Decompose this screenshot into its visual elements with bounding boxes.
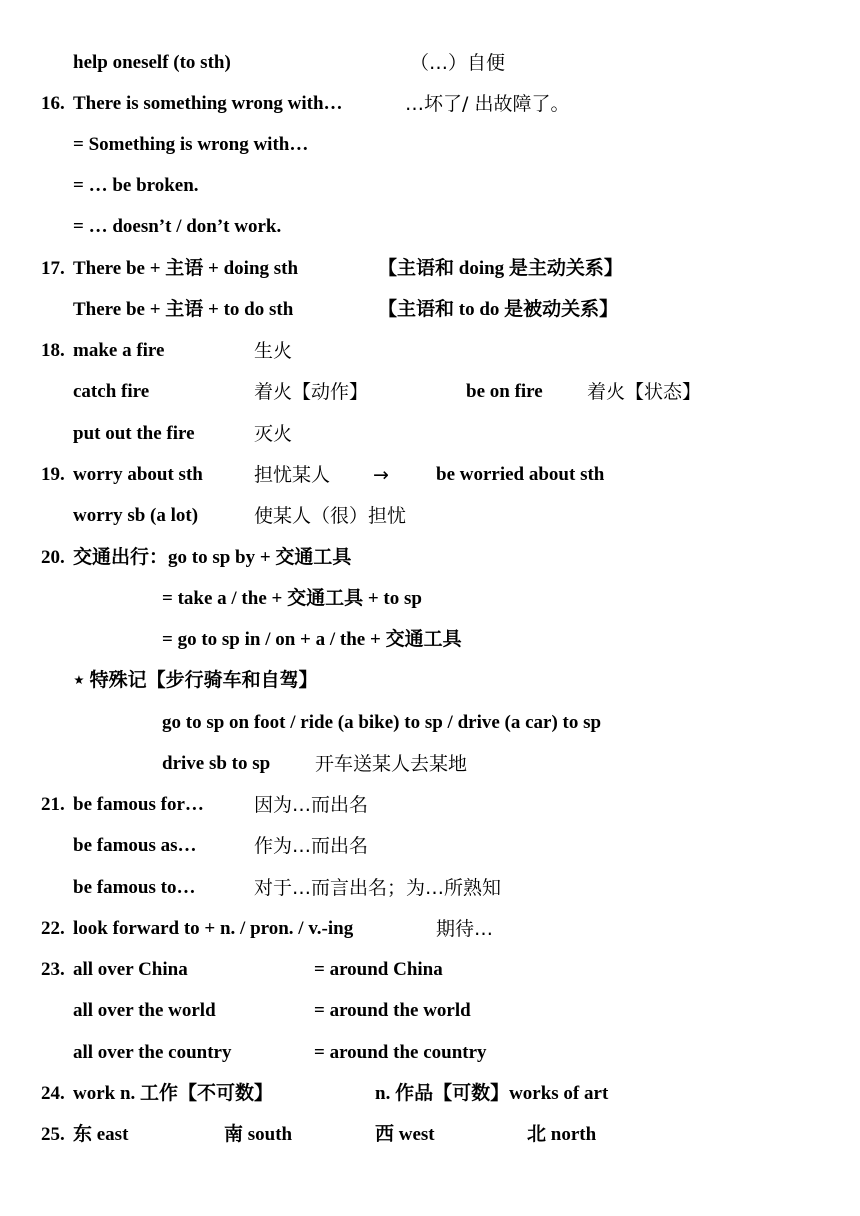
phrase-en: There be + 主语 + doing sth (73, 258, 299, 279)
entry-number: 16. (41, 93, 65, 114)
entry-number: 22. (41, 918, 65, 939)
phrase-en: worry about sth (73, 464, 203, 485)
phrase-en: look forward to + n. / pron. / v.-ing (73, 918, 354, 939)
phrase-en: = take a / the + 交通工具 + to sp (162, 588, 422, 609)
phrase-zh: 作为…而出名 (254, 835, 369, 857)
entry-number: 25. (41, 1124, 65, 1145)
phrase-zh: 使某人（很）担忧 (254, 505, 407, 527)
phrase-en: go to sp on foot / ride (a bike) to sp / drive (a car) to sp (162, 712, 602, 733)
phrase-equiv: = around China (314, 959, 443, 980)
phrase-en: There is something wrong with… (73, 93, 343, 114)
phrase-zh: 对于…而言出名；为…所熟知 (254, 877, 502, 899)
phrase-note: 【主语和 to do 是被动关系】 (378, 299, 619, 320)
phrase-zh: …坏了/ 出故障了。 (405, 93, 570, 115)
phrase-en: = … be broken. (73, 175, 199, 196)
entry-number: 23. (41, 959, 65, 980)
direction-south: 南 south (224, 1124, 293, 1145)
arrow-icon: → (373, 464, 389, 486)
phrase-en: be famous to… (73, 877, 196, 898)
phrase-equiv: = around the country (314, 1042, 487, 1063)
phrase-en: There be + 主语 + to do sth (73, 299, 294, 320)
phrase-en: catch fire (73, 381, 150, 402)
phrase-equiv: = around the world (314, 1000, 471, 1021)
phrase-en: make a fire (73, 340, 165, 361)
phrase-note: 【主语和 doing 是主动关系】 (378, 258, 623, 279)
phrase-en: = Something is wrong with… (73, 134, 309, 155)
phrase-en: help oneself (to sth) (73, 52, 231, 73)
phrase-zh: 着火【动作】 (254, 381, 369, 403)
phrase-zh: 期待… (436, 918, 494, 940)
phrase-en: be famous for… (73, 794, 204, 815)
direction-east: 东 east (73, 1124, 129, 1145)
entry-number: 17. (41, 258, 65, 279)
phrase-zh: 因为…而出名 (254, 794, 369, 816)
special-note: ⋆ 特殊记【步行骑车和自驾】 (73, 670, 318, 691)
phrase-en: 交通出行：go to sp by + 交通工具 (73, 547, 352, 568)
phrase-en: put out the fire (73, 423, 195, 444)
phrase-zh: 担忧某人 (254, 464, 331, 486)
entry-number: 19. (41, 464, 65, 485)
phrase-en-2: be on fire (466, 381, 543, 402)
direction-north: 北 north (527, 1124, 597, 1145)
entry-number: 18. (41, 340, 65, 361)
direction-west: 西 west (375, 1124, 435, 1145)
phrase-en: = … doesn’t / don’t work. (73, 216, 282, 237)
phrase-en-2: n. 作品【可数】works of art (375, 1083, 609, 1104)
phrase-en: = go to sp in / on + a / the + 交通工具 (162, 629, 462, 650)
phrase-zh-2: 着火【状态】 (587, 381, 702, 403)
phrase-en: drive sb to sp (162, 753, 271, 774)
phrase-en: be famous as… (73, 835, 197, 856)
phrase-en: all over the world (73, 1000, 216, 1021)
entry-number: 24. (41, 1083, 65, 1104)
phrase-en: all over China (73, 959, 188, 980)
entry-number: 20. (41, 547, 65, 568)
phrase-en: work n. 工作【不可数】 (73, 1083, 274, 1104)
phrase-en: worry sb (a lot) (73, 505, 199, 526)
phrase-zh: 开车送某人去某地 (315, 753, 468, 775)
entry-number: 21. (41, 794, 65, 815)
phrase-zh: （…）自便 (410, 52, 506, 74)
phrase-zh: 生火 (254, 340, 293, 362)
phrase-zh: 灭火 (254, 423, 293, 445)
phrase-en-2: be worried about sth (436, 464, 605, 485)
phrase-en: all over the country (73, 1042, 232, 1063)
